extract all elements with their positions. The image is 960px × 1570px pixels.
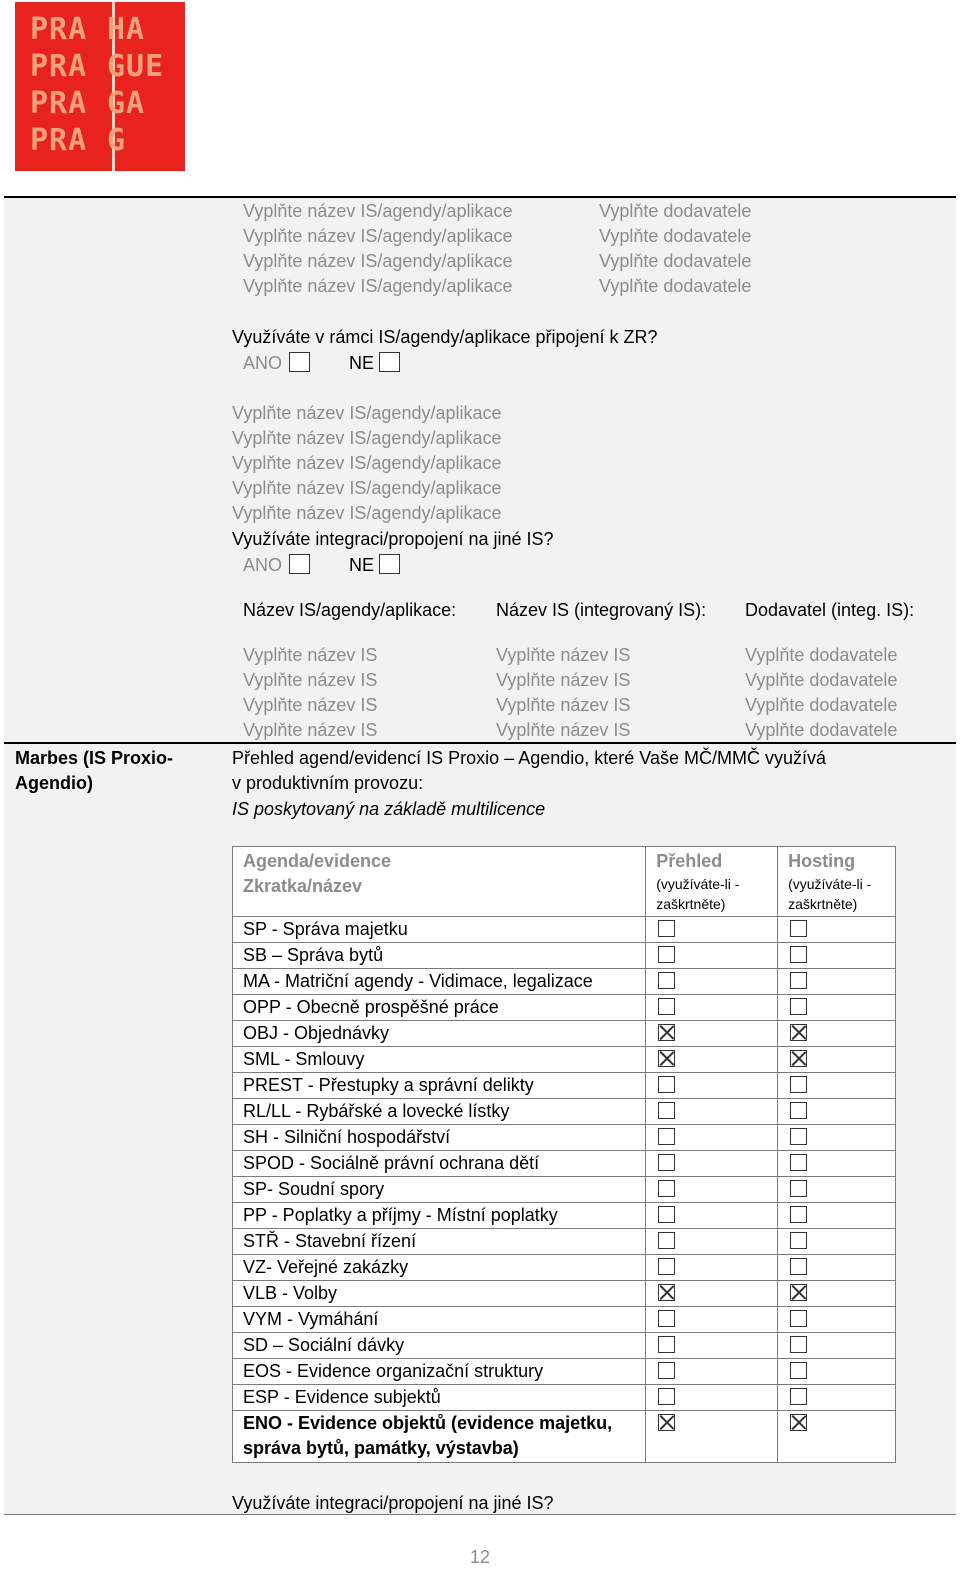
integration-question: Využíváte integraci/propojení na jiné IS?: [232, 529, 554, 549]
agenda-name: SP- Soudní spory: [233, 1177, 646, 1203]
marbes-license-note: IS poskytovaný na základě multilicence: [232, 799, 546, 819]
table-row: [233, 1385, 896, 1411]
is-name-field[interactable]: Vyplňte název IS/agendy/aplikace: [232, 403, 502, 423]
integration-app-field[interactable]: Vyplňte název IS: [243, 645, 378, 665]
prehled-checkbox[interactable]: [658, 946, 675, 963]
prehled-checkbox[interactable]: [658, 1050, 675, 1067]
prehled-checkbox[interactable]: [658, 1206, 675, 1223]
marbes-label: Agendio): [15, 773, 93, 793]
hosting-checkbox[interactable]: [790, 1128, 807, 1145]
agenda-name: PREST - Přestupky a správní delikty: [233, 1073, 646, 1099]
page-number: 12: [469, 1547, 491, 1567]
prehled-checkbox[interactable]: [658, 1102, 675, 1119]
prehled-checkbox[interactable]: [658, 1154, 675, 1171]
agenda-name: SPOD - Sociálně právní ochrana dětí: [233, 1151, 646, 1177]
is-name-field[interactable]: Vyplňte název IS/agendy/aplikace: [243, 226, 513, 246]
agenda-table: [232, 846, 896, 1463]
table-row: [233, 1333, 896, 1359]
agenda-name: SD – Sociální dávky: [233, 1333, 646, 1359]
hosting-checkbox[interactable]: [790, 1206, 807, 1223]
supplier-field[interactable]: Vyplňte dodavatele: [599, 251, 752, 271]
agenda-name: STŘ - Stavební řízení: [233, 1229, 646, 1255]
logo-row: PRA G: [30, 123, 127, 158]
prehled-checkbox[interactable]: [658, 1310, 675, 1327]
table-row: [233, 1229, 896, 1255]
table-row: [233, 1151, 896, 1177]
table-row: [233, 1073, 896, 1099]
integration-header-is: Název IS (integrovaný IS):: [496, 600, 707, 620]
prehled-checkbox[interactable]: [658, 972, 675, 989]
integration-app-field[interactable]: Vyplňte název IS: [243, 720, 378, 740]
integration-yes-label: ANO: [243, 555, 283, 575]
integration-supplier-field[interactable]: Vyplňte dodavatele: [745, 695, 898, 715]
hosting-checkbox[interactable]: [790, 1336, 807, 1353]
agenda-name: PP - Poplatky a příjmy - Místní poplatky: [233, 1203, 646, 1229]
prehled-checkbox[interactable]: [658, 1414, 675, 1431]
praha-logo: [15, 2, 185, 171]
hosting-checkbox[interactable]: [790, 1050, 807, 1067]
table-row: [233, 1125, 896, 1151]
integration-header-app: Název IS/agendy/aplikace:: [243, 600, 457, 620]
prehled-checkbox[interactable]: [658, 1128, 675, 1145]
zr-yes-checkbox[interactable]: [289, 352, 310, 372]
is-name-field[interactable]: Vyplňte název IS/agendy/aplikace: [243, 201, 513, 221]
integration-yes-checkbox[interactable]: [289, 554, 310, 574]
table-row: [233, 1359, 896, 1385]
table-row: [233, 1307, 896, 1333]
zr-no-label: NE: [349, 353, 375, 373]
hosting-checkbox[interactable]: [790, 1362, 807, 1379]
logo-row: PRA HA: [30, 12, 146, 47]
integration-is-field[interactable]: Vyplňte název IS: [496, 720, 631, 740]
prehled-checkbox[interactable]: [658, 998, 675, 1015]
prehled-checkbox[interactable]: [658, 1284, 675, 1301]
agenda-name: OBJ - Objednávky: [233, 1021, 646, 1047]
marbes-intro: v produktivním provozu:: [232, 773, 424, 793]
agenda-name: OPP - Obecně prospěšné práce: [233, 995, 646, 1021]
hosting-checkbox[interactable]: [790, 1388, 807, 1405]
hosting-checkbox[interactable]: [790, 1180, 807, 1197]
hosting-checkbox[interactable]: [790, 1102, 807, 1119]
prehled-checkbox[interactable]: [658, 1362, 675, 1379]
final-integration-question: Využíváte integraci/propojení na jiné IS?: [232, 1493, 554, 1513]
hosting-checkbox[interactable]: [790, 920, 807, 937]
table-row: [233, 1021, 896, 1047]
agenda-name: VZ- Veřejné zakázky: [233, 1255, 646, 1281]
table-row: [233, 1255, 896, 1281]
prehled-checkbox[interactable]: [658, 1388, 675, 1405]
hosting-checkbox[interactable]: [790, 1154, 807, 1171]
agenda-name: ENO - Evidence objektů (evidence majetku, správa bytů, památky, výstavba): [233, 1411, 646, 1463]
prehled-checkbox[interactable]: [658, 1076, 675, 1093]
table-row: [233, 1203, 896, 1229]
agenda-name: MA - Matriční agendy - Vidimace, legalizace: [233, 969, 646, 995]
integration-is-field[interactable]: Vyplňte název IS: [496, 645, 631, 665]
hosting-checkbox[interactable]: [790, 1232, 807, 1249]
integration-no-label: NE: [349, 555, 375, 575]
prehled-checkbox[interactable]: [658, 1024, 675, 1041]
hosting-checkbox[interactable]: [790, 972, 807, 989]
supplier-field[interactable]: Vyplňte dodavatele: [599, 226, 752, 246]
is-name-field[interactable]: Vyplňte název IS/agendy/aplikace: [243, 276, 513, 296]
agenda-name: VYM - Vymáhání: [233, 1307, 646, 1333]
is-name-field[interactable]: Vyplňte název IS/agendy/aplikace: [232, 503, 502, 523]
integration-app-field[interactable]: Vyplňte název IS: [243, 695, 378, 715]
table-row: [233, 1047, 896, 1073]
supplier-field[interactable]: Vyplňte dodavatele: [599, 276, 752, 296]
agenda-name: SB – Správa bytů: [233, 943, 646, 969]
integration-is-field[interactable]: Vyplňte název IS: [496, 670, 631, 690]
hosting-checkbox[interactable]: [790, 946, 807, 963]
table-row: [233, 995, 896, 1021]
prehled-checkbox[interactable]: [658, 1180, 675, 1197]
integration-supplier-field[interactable]: Vyplňte dodavatele: [745, 670, 898, 690]
hosting-column-header: Hosting (využíváte-li - zaškrtněte): [778, 847, 896, 917]
prehled-checkbox[interactable]: [658, 1232, 675, 1249]
hosting-checkbox[interactable]: [790, 1024, 807, 1041]
hosting-checkbox[interactable]: [790, 1414, 807, 1431]
hosting-checkbox[interactable]: [790, 1310, 807, 1327]
table-row: [233, 1411, 896, 1463]
agenda-name: EOS - Evidence organizační struktury: [233, 1359, 646, 1385]
is-name-field[interactable]: Vyplňte název IS/agendy/aplikace: [232, 428, 502, 448]
integration-no-checkbox[interactable]: [379, 554, 400, 574]
table-row: [233, 1281, 896, 1307]
is-name-field[interactable]: Vyplňte název IS/agendy/aplikace: [232, 478, 502, 498]
prehled-checkbox[interactable]: [658, 920, 675, 937]
logo-row: PRA GA: [30, 86, 146, 121]
top-rule: [4, 196, 956, 198]
hosting-checkbox[interactable]: [790, 1258, 807, 1275]
hosting-checkbox[interactable]: [790, 998, 807, 1015]
integration-supplier-field[interactable]: Vyplňte dodavatele: [745, 645, 898, 665]
marbes-label: Marbes (IS Proxio-: [15, 748, 174, 768]
integration-is-field[interactable]: Vyplňte název IS: [496, 695, 631, 715]
table-row: [233, 1177, 896, 1203]
agenda-name: SML - Smlouvy: [233, 1047, 646, 1073]
marbes-intro: Přehled agend/evidencí IS Proxio – Agendio, které Vaše MČ/MMČ využívá: [232, 748, 826, 768]
supplier-field[interactable]: Vyplňte dodavatele: [599, 201, 752, 221]
integration-supplier-field[interactable]: Vyplňte dodavatele: [745, 720, 898, 740]
is-name-field[interactable]: Vyplňte název IS/agendy/aplikace: [243, 251, 513, 271]
prehled-column-header: Přehled (využíváte-li - zaškrtněte): [646, 847, 778, 917]
agenda-name: VLB - Volby: [233, 1281, 646, 1307]
agenda-column-header: Agenda/evidence Zkratka/název: [233, 847, 646, 917]
table-row: [233, 917, 896, 943]
integration-app-field[interactable]: Vyplňte název IS: [243, 670, 378, 690]
zr-yes-label: ANO: [243, 353, 283, 373]
agenda-name: RL/LL - Rybářské a lovecké lístky: [233, 1099, 646, 1125]
hosting-checkbox[interactable]: [790, 1284, 807, 1301]
is-name-field[interactable]: Vyplňte název IS/agendy/aplikace: [232, 453, 502, 473]
table-row: [233, 943, 896, 969]
zr-no-checkbox[interactable]: [379, 352, 400, 372]
prehled-checkbox[interactable]: [658, 1258, 675, 1275]
logo-row: PRA GUE: [30, 49, 165, 84]
zr-question: Využíváte v rámci IS/agendy/aplikace připojení k ZR?: [232, 327, 658, 347]
agenda-name: SP - Správa majetku: [233, 917, 646, 943]
agenda-name: SH - Silniční hospodářství: [233, 1125, 646, 1151]
agenda-name: ESP - Evidence subjektů: [233, 1385, 646, 1411]
table-row: [233, 969, 896, 995]
hosting-checkbox[interactable]: [790, 1076, 807, 1093]
table-row: [233, 1099, 896, 1125]
integration-header-supplier: Dodavatel (integ. IS):: [745, 600, 915, 620]
prehled-checkbox[interactable]: [658, 1336, 675, 1353]
